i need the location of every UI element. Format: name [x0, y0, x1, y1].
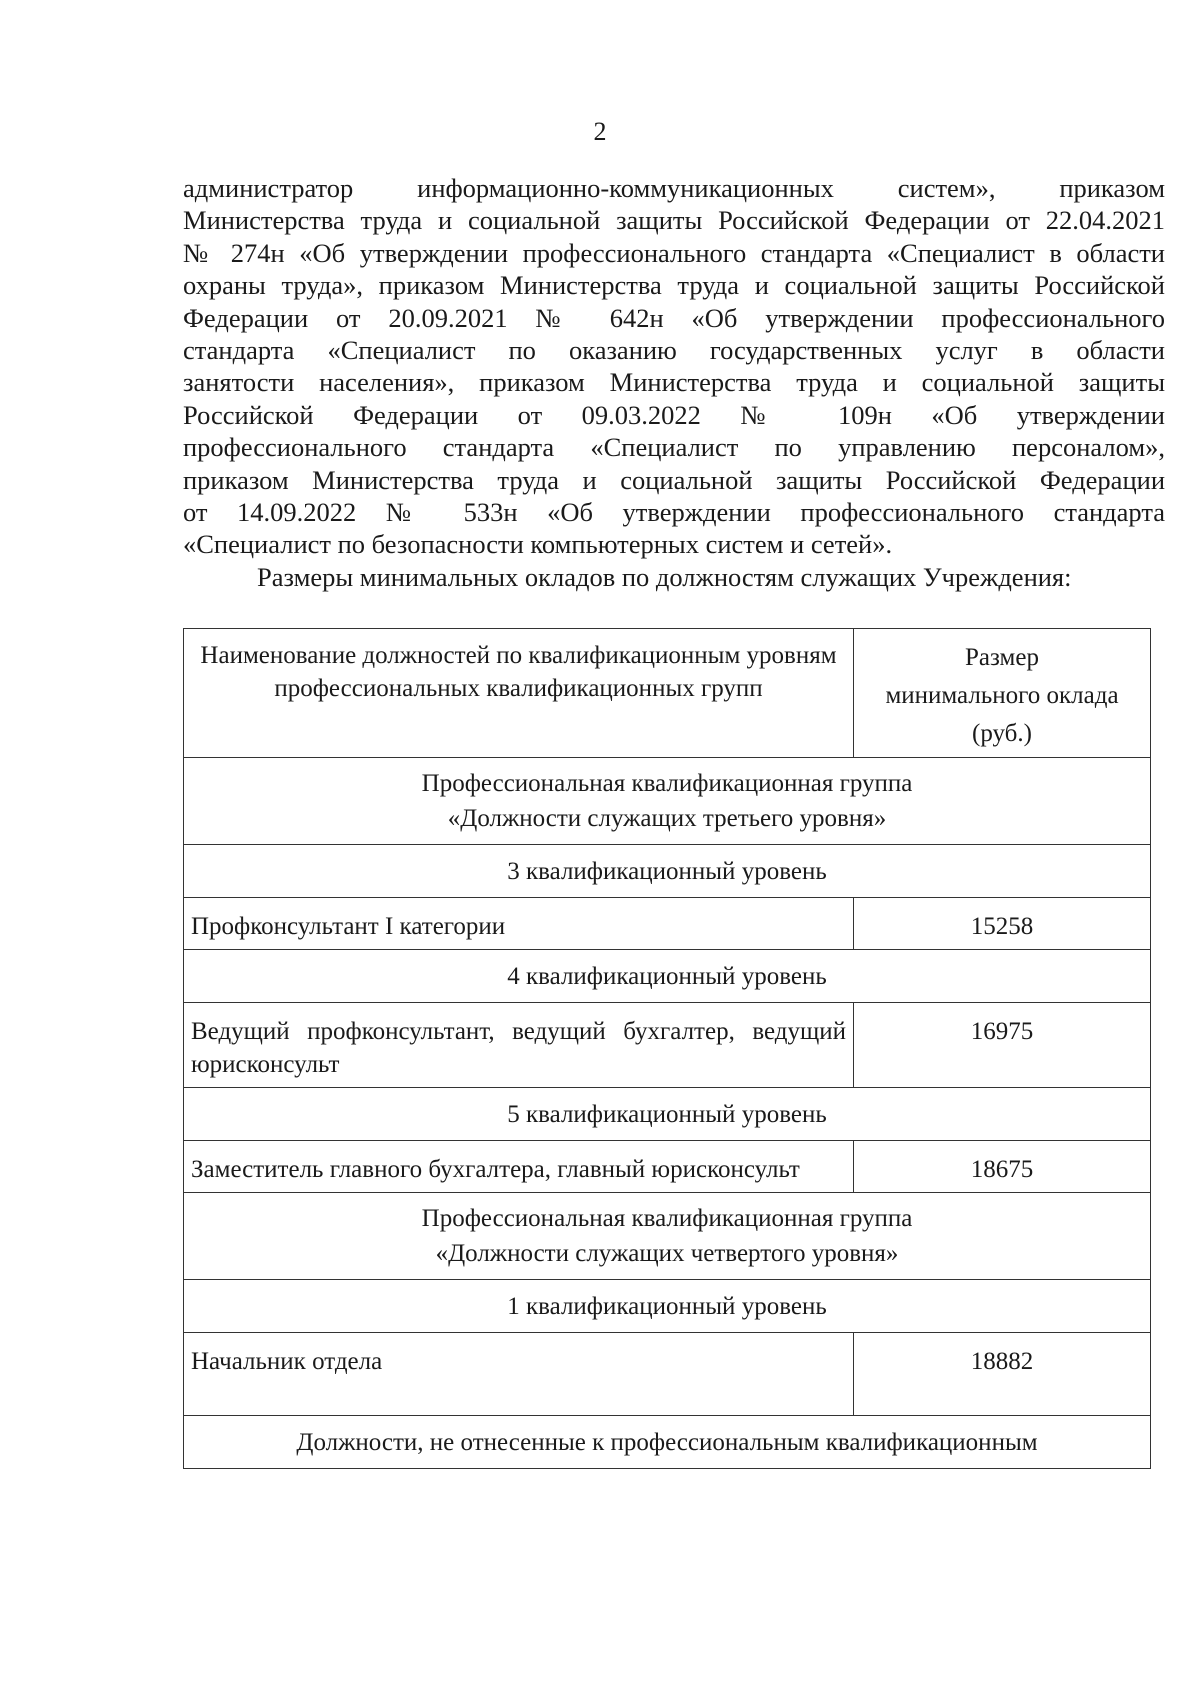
group-row [184, 1416, 1151, 1469]
qualification-level: 1 квалификационный уровень [184, 1280, 1151, 1333]
body-text [183, 172, 1165, 593]
group-fourth-level [184, 1193, 1151, 1280]
position-name: Ведущий профконсультант, ведущий бухгалтер, ведущий юрисконсульт [184, 1003, 854, 1088]
level-row [184, 1088, 1151, 1141]
salary-amount: 18675 [854, 1141, 1151, 1193]
group-title-line: «Должности служащих третьего уровня» [447, 805, 887, 832]
position-name: Профконсультант I категории [184, 898, 854, 950]
group-row [184, 758, 1151, 845]
table-intro: Размеры минимальных окладов по должностям служащих Учреждения: [257, 561, 1072, 592]
paragraph-last-line: «Специалист по безопасности компьютерных систем и сетей». [183, 529, 893, 560]
header-amount-line: (руб.) [972, 720, 1032, 747]
header-position-name-text: Наименование должностей по квалификационным уровням профессиональных квалификационных групп [200, 642, 837, 702]
salary-amount: 16975 [854, 1003, 1151, 1088]
table-row [184, 898, 1151, 950]
paragraph-line: Министерства труда и социальной защиты Российской Федерации от 22.04.2021 [183, 205, 1165, 236]
paragraph-line: стандарта «Специалист по оказанию государственных услуг в области [183, 335, 1165, 366]
position-name: Заместитель главного бухгалтера, главный юрисконсульт [184, 1141, 854, 1193]
paragraph-line: № 274н «Об утверждении профессионального стандарта «Специалист в области [183, 237, 1165, 268]
level-row [184, 950, 1151, 1003]
group-title-line: Профессиональная квалификационная группа [421, 1205, 913, 1232]
page-number: 2 [593, 117, 607, 146]
paragraph-line: от 14.09.2022 № 533н «Об утверждении профессионального стандарта [183, 497, 1165, 528]
paragraph-line: профессионального стандарта «Специалист по управлению персоналом», [183, 432, 1165, 463]
position-name: Начальник отдела [184, 1333, 854, 1416]
paragraph-line: Федерации от 20.09.2021 № 642н «Об утверждении профессионального [183, 302, 1165, 333]
header-position-name [184, 629, 854, 758]
table-row [184, 1003, 1151, 1088]
group-third-level [184, 758, 1151, 845]
qualification-level: 3 квалификационный уровень [184, 845, 1151, 898]
salary-amount: 18882 [854, 1333, 1151, 1416]
paragraph-line: Российской Федерации от 09.03.2022 № 109н «Об утверждении [183, 399, 1165, 430]
group-title-line: «Должности служащих четвертого уровня» [435, 1240, 899, 1267]
qualification-level: 5 квалификационный уровень [184, 1088, 1151, 1141]
header-salary-amount [854, 629, 1151, 758]
salary-amount: 15258 [854, 898, 1151, 950]
paragraph-line: охраны труда», приказом Министерства труда и социальной защиты Российской [183, 270, 1165, 301]
qualification-level: 4 квалификационный уровень [184, 950, 1151, 1003]
level-row [184, 1280, 1151, 1333]
group-unclassified: Должности, не отнесенные к профессиональным квалификационным [184, 1416, 1151, 1469]
paragraph-line: администратор информационно-коммуникационных систем», приказом [183, 173, 1165, 203]
group-row [184, 1193, 1151, 1280]
table-row [184, 1333, 1151, 1416]
table-row [184, 1141, 1151, 1193]
group-title-line: Профессиональная квалификационная группа [421, 770, 913, 797]
table-header-row [184, 629, 1151, 758]
header-amount-line: минимального оклада [885, 682, 1119, 709]
paragraph-line: приказом Министерства труда и социальной защиты Российской Федерации [183, 464, 1165, 495]
level-row [184, 845, 1151, 898]
header-amount-line: Размер [965, 644, 1039, 671]
salary-table [183, 628, 1151, 1469]
paragraph-line: занятости населения», приказом Министерства труда и социальной защиты [183, 367, 1165, 398]
